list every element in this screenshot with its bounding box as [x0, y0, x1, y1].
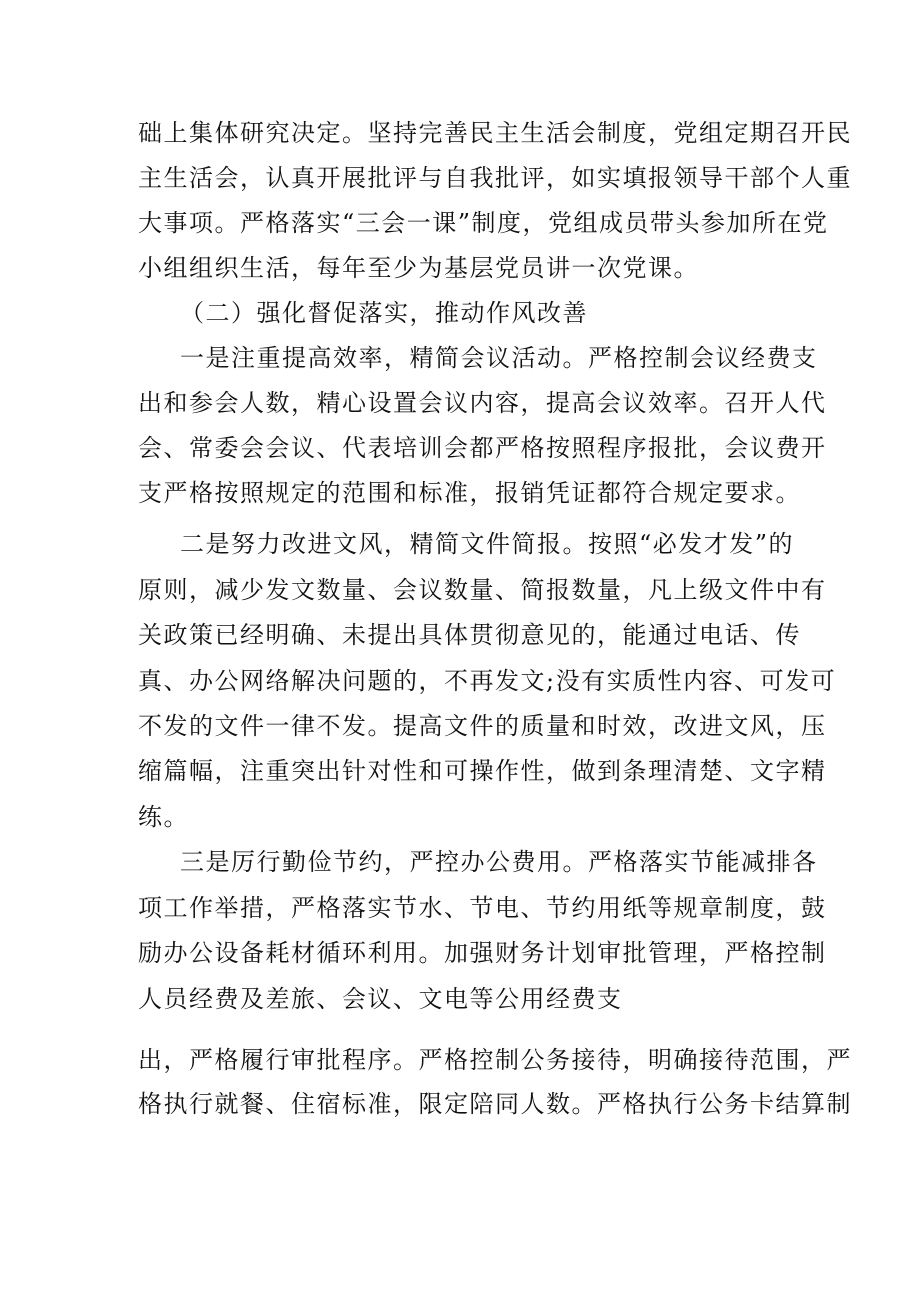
paragraph-first-line: 一是注重提高效率，精简会议活动。严格控制会议经费支	[180, 344, 818, 372]
text-line: 练。	[138, 803, 189, 831]
text-line: 原则，减少发文数量、会议数量、简报数量，凡上级文件中有	[138, 576, 827, 604]
paragraph-first-line: 二是努力改进文风，精简文件简报。按照“必发才发”的	[180, 530, 795, 558]
text-line: 真、办公网络解决问题的，不再发文;没有实质性内容、可发可	[138, 667, 837, 695]
paragraph-first-line: 三是厉行勤俭节约，严控办公费用。严格落实节能减排各	[180, 848, 818, 876]
section-heading: （二）强化督促落实，推动作风改善	[180, 299, 588, 327]
text-line: 大事项。严格落实“三会一课”制度，党组成员带头参加所在党	[138, 209, 829, 237]
text-line: 支严格按照规定的范围和标准，报销凭证都符合规定要求。	[138, 479, 801, 507]
text-line: 主生活会，认真开展批评与自我批评，如实填报领导干部个人重	[138, 164, 852, 192]
text-line: 出，严格履行审批程序。严格控制公务接待，明确接待范围，严	[138, 1046, 852, 1074]
text-line: 不发的文件一律不发。提高文件的质量和时效，改进文风，压	[138, 712, 827, 740]
text-line: 缩篇幅，注重突出针对性和可操作性，做到条理清楚、文字精	[138, 757, 827, 785]
text-line: 会、常委会会议、代表培训会都严格按照程序报批，会议费开	[138, 434, 827, 462]
text-line: 励办公设备耗材循环利用。加强财务计划审批管理，严格控制	[138, 939, 827, 967]
text-line: 人员经费及差旅、会议、文电等公用经费支	[138, 985, 623, 1013]
text-line: 项工作举措，严格落实节水、节电、节约用纸等规章制度，鼓	[138, 894, 827, 922]
text-line: 出和参会人数，精心设置会议内容，提高会议效率。召开人代	[138, 389, 827, 417]
text-line: 础上集体研究决定。坚持完善民主生活会制度，党组定期召开民	[138, 119, 852, 147]
text-line: 小组组织生活，每年至少为基层党员讲一次党课。	[138, 254, 699, 282]
text-line: 关政策已经明确、未提出具体贯彻意见的，能通过电话、传	[138, 621, 801, 649]
text-line: 格执行就餐、住宿标准，限定陪同人数。严格执行公务卡结算制	[138, 1090, 852, 1118]
